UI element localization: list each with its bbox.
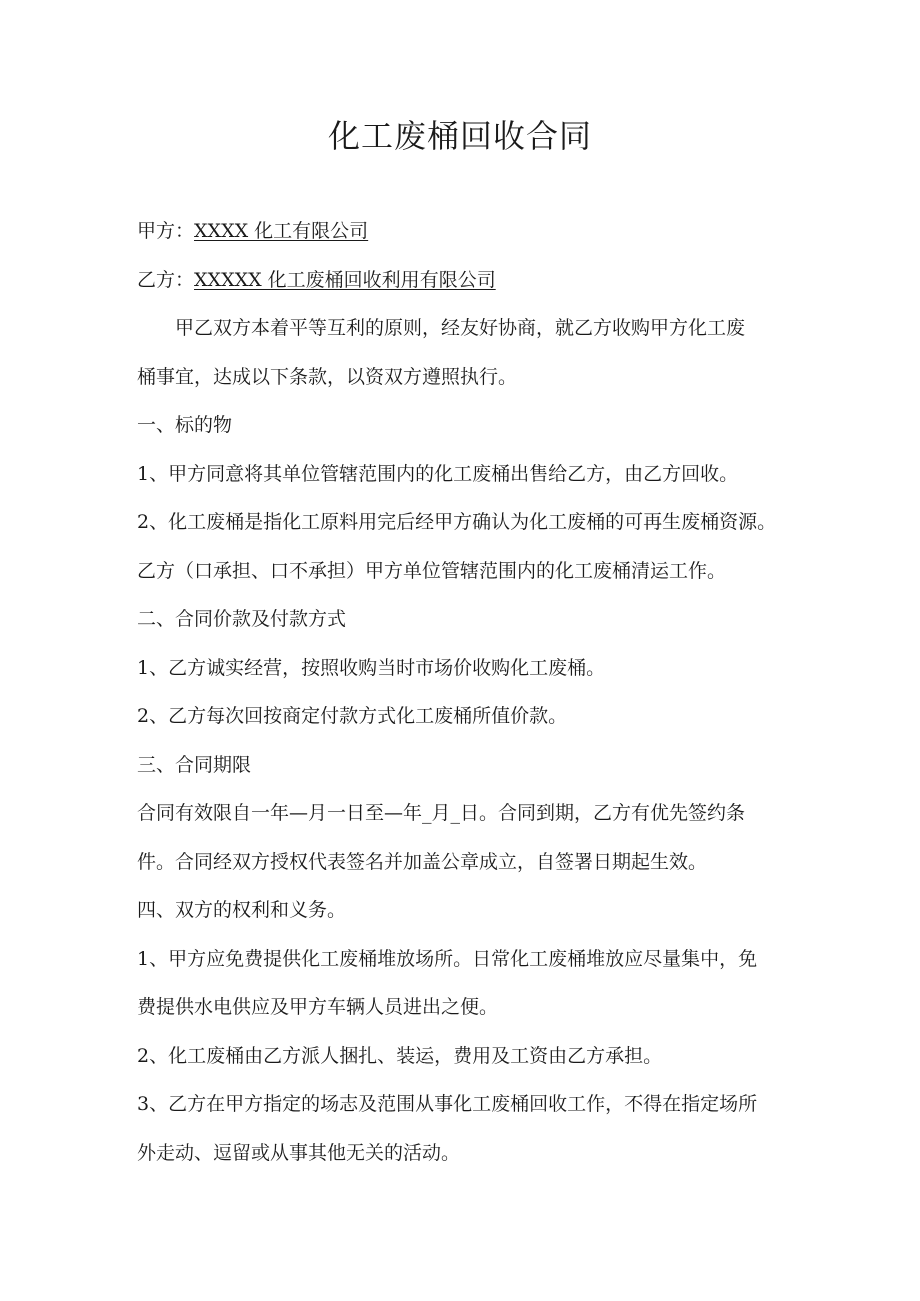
clause-1-2: 2、化工废桶是指化工原料用完后经甲方确认为化工废桶的可再生废桶资源。 xyxy=(137,511,777,533)
clause-2-1: 1、乙方诚实经营，按照收购当时市场价收购化工废桶。 xyxy=(137,657,606,679)
party-a-line xyxy=(137,218,797,244)
section-heading-1: 一、标的物 xyxy=(137,414,233,436)
clause-1-1: 1、甲方同意将其单位管辖范围内的化工废桶出售给乙方，由乙方回收。 xyxy=(137,463,739,485)
preamble-line-2: 桶事宜，达成以下条款，以资双方遵照执行。 xyxy=(137,366,518,388)
clause-1-2-cont: 乙方（口承担、口不承担）甲方单位管辖范围内的化工废桶清运工作。 xyxy=(137,560,727,582)
section-heading-2: 二、合同价款及付款方式 xyxy=(137,608,347,630)
section-heading-3: 三、合同期限 xyxy=(137,754,252,776)
party-b-line xyxy=(137,267,797,293)
page-title: 化工废桶回收合同 xyxy=(327,117,592,155)
preamble-line-1: 甲乙双方本着平等互利的原则，经友好协商，就乙方收购甲方化工废 xyxy=(175,317,746,339)
party-b-name: XXXXX 化工废桶回收利用有限公司 xyxy=(194,269,496,291)
clause-3-line-1: 合同有效限自一年—月一日至—年_月_日。合同到期，乙方有优先签约条 xyxy=(137,802,746,824)
clause-4-1: 1、甲方应免费提供化工废桶堆放场所。日常化工废桶堆放应尽量集中，免 xyxy=(137,948,758,970)
clause-4-3-cont: 外走动、逗留或从事其他无关的活动。 xyxy=(137,1142,461,1164)
clause-4-2: 2、化工废桶由乙方派人捆扎、装运，费用及工资由乙方承担。 xyxy=(137,1045,663,1067)
section-heading-4: 四、双方的权利和义务。 xyxy=(137,899,347,921)
party-a-label: 甲方： xyxy=(137,220,195,242)
party-a-name: XXXX 化工有限公司 xyxy=(194,220,369,242)
clause-2-2: 2、乙方每次回按商定付款方式化工废桶所值价款。 xyxy=(137,705,568,727)
clause-4-3: 3、乙方在甲方指定的场志及范围从事化工废桶回收工作，不得在指定场所 xyxy=(137,1093,758,1115)
party-b-label: 乙方： xyxy=(137,269,195,291)
clause-3-line-2: 件。合同经双方授权代表签名并加盖公章成立，自签署日期起生效。 xyxy=(137,851,708,873)
clause-4-1-cont: 费提供水电供应及甲方车辆人员进出之便。 xyxy=(137,996,499,1018)
